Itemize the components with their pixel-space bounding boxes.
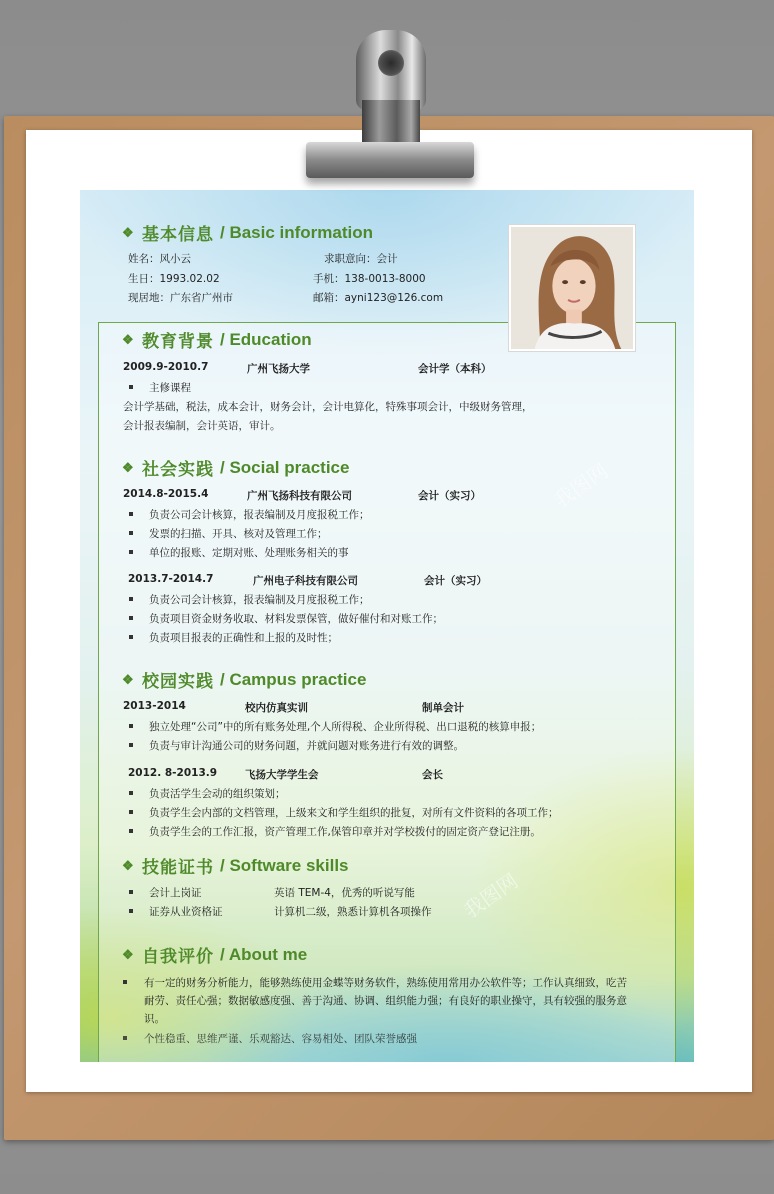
diamond-icon: ❖	[122, 224, 134, 240]
diamond-icon: ❖	[122, 857, 134, 873]
job-org: 广州飞扬科技有限公司	[247, 490, 352, 502]
address-field: 现居地：广东省广州市	[128, 292, 233, 304]
list-item: 有一定的财务分析能力，能够熟练使用金蝶等财务软件，熟练使用常用办公软件等；工作认真细致，吃苦	[123, 975, 627, 990]
list-item: 主修课程	[129, 380, 191, 395]
watermark: 我图网	[549, 458, 613, 513]
list-item: 负责公司会计核算，报表编制及月度报税工作；	[129, 592, 370, 607]
job-org: 飞扬大学学生会	[245, 769, 319, 781]
list-item: 负责公司会计核算，报表编制及月度报税工作；	[129, 507, 370, 522]
about-text: 耐劳、责任心强；数据敏感度强、善于沟通、协调、组织能力强；有良好的职业操守，具有较强的服务意	[144, 995, 627, 1007]
list-item: 负责项目资金财务收取、材料发票保管，做好催付和对账工作；	[129, 611, 443, 626]
job-role: 制单会计	[422, 702, 464, 714]
job-role: 会计（实习）	[418, 490, 481, 502]
edu-major: 会计学（本科）	[418, 363, 492, 375]
list-item: 负责活学生会动的组织策划；	[129, 786, 286, 801]
phone-field: 手机：138-0013-8000	[313, 273, 426, 285]
resume-page	[80, 190, 694, 1062]
list-item: 个性稳重、思维严谨、乐观豁达、容易相处、团队荣誉感强	[123, 1031, 417, 1046]
list-item: 负责项目报表的正确性和上报的及时性；	[129, 630, 338, 645]
diamond-icon: ❖	[122, 671, 134, 687]
diamond-icon: ❖	[122, 459, 134, 475]
list-item: 负责学生会的工作汇报，资产管理工作,保管印章并对学校拨付的固定资产登记注册。	[129, 824, 541, 839]
portrait-image	[511, 227, 633, 349]
list-item: 发票的扫描、开具、核对及管理工作；	[129, 526, 328, 541]
about-text: 识。	[144, 1013, 165, 1025]
name-field: 姓名：风小云	[128, 253, 191, 265]
job-role: 会计（实习）	[424, 575, 487, 587]
job-org: 广州电子科技有限公司	[253, 575, 358, 587]
diamond-icon: ❖	[122, 331, 134, 347]
diamond-icon: ❖	[122, 946, 134, 962]
skill-detail: 英语 TEM-4，优秀的听说写能	[274, 887, 415, 899]
section-about-heading: ❖ 自我评价 / About me	[122, 944, 308, 966]
list-item: 会计上岗证	[129, 885, 202, 900]
list-item: 单位的报账、定期对账、处理账务相关的事	[129, 545, 349, 560]
section-education-heading: ❖ 教育背景 / Education	[122, 329, 312, 351]
edu-desc: 会计学基础，税法，成本会计，财务会计，会计电算化，特殊事项会计，中级财务管理，	[123, 401, 533, 413]
binder-clip	[300, 30, 480, 180]
job-period: 2014.8-2015.4	[123, 488, 209, 500]
section-basic-heading: ❖ 基本信息 / Basic information	[122, 222, 374, 244]
job-org: 校内仿真实训	[245, 702, 308, 714]
edu-period: 2009.9-2010.7	[123, 361, 209, 373]
list-item: 负责与审计沟通公司的财务问题，并就问题对账务进行有效的调整。	[129, 738, 464, 753]
section-social-heading: ❖ 社会实践 / Social practice	[122, 457, 350, 479]
edu-desc: 会计报表编制，会计英语，审计。	[123, 420, 281, 432]
birth-field: 生日：1993.02.02	[128, 273, 220, 285]
list-item: 负责学生会内部的文档管理，上级来文和学生组织的批复，对所有文件资料的各项工作；	[129, 805, 559, 820]
edu-school: 广州飞扬大学	[247, 363, 310, 375]
email-field: 邮箱：ayni123@126.com	[313, 292, 444, 304]
job-period: 2013-2014	[123, 700, 186, 712]
job-role: 会长	[422, 769, 443, 781]
section-campus-heading: ❖ 校园实践 / Campus practice	[122, 669, 367, 691]
section-skills-heading: ❖ 技能证书 / Software skills	[122, 855, 349, 877]
list-item: 证券从业资格证	[129, 904, 223, 919]
job-period: 2013.7-2014.7	[128, 573, 214, 585]
list-item: 独立处理“公司”中的所有账务处理,个人所得税、企业所得税、出口退税的核算申报；	[129, 719, 541, 734]
watermark: 我图网	[459, 868, 523, 923]
intent-field: 求职意向：会计	[324, 253, 398, 265]
skill-detail: 计算机二级，熟悉计算机各项操作	[274, 906, 432, 918]
profile-photo	[508, 224, 636, 352]
job-period: 2012. 8-2013.9	[128, 767, 218, 779]
